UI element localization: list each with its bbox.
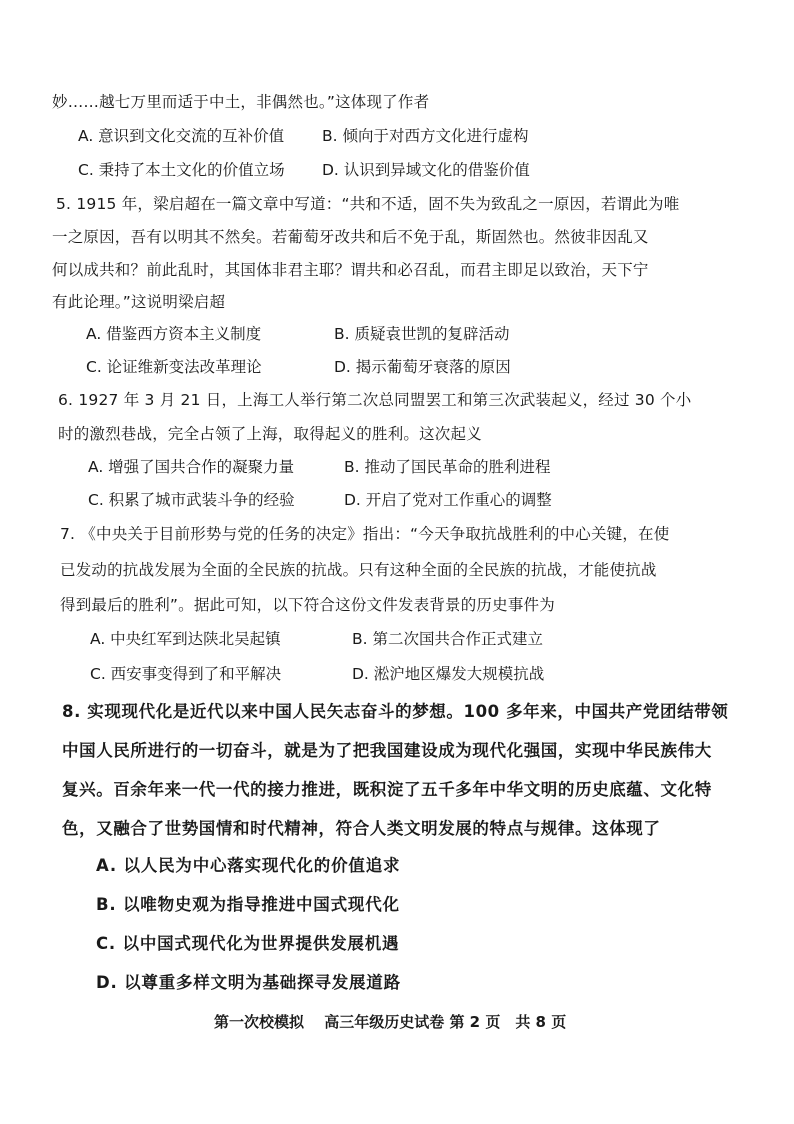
question-6-option-a: A. 增强了国共合作的凝聚力量 [88,458,295,476]
question-6-stem-line-2: 时的激烈巷战，完全占领了上海，取得起义的胜利。这次起义 [58,425,482,443]
question-5-option-a: A. 借鉴西方资本主义制度 [86,325,262,343]
question-6-option-c: C. 积累了城市武装斗争的经验 [88,491,295,509]
question-4-option-a: A. 意识到文化交流的互补价值 [78,127,285,145]
question-7-option-b: B. 第二次国共合作正式建立 [352,630,543,648]
question-6-option-b: B. 推动了国民革命的胜利进程 [344,458,551,476]
question-7-stem-line-2: 已发动的抗战发展为全面的全民族的抗战。只有这种全面的全民族的抗战，才能使抗战 [60,561,657,579]
question-7-stem-line-3: 得到最后的胜利”。据此可知，以下符合这份文件发表背景的历史事件为 [60,596,555,614]
question-6-option-d: D. 开启了党对工作重心的调整 [344,491,552,509]
page-footer: 第一次校模拟 高三年级历史试卷 第 2 页 共 8 页 [214,1013,567,1031]
question-7-option-d: D. 淞沪地区爆发大规模抗战 [352,665,545,683]
question-5-option-b: B. 质疑袁世凯的复辟活动 [334,325,510,343]
question-5-stem-line-1: 5. 1915 年，梁启超在一篇文章中写道：“共和不适，固不失为致乱之一原因，若谓此为唯 [56,195,680,213]
question-5-stem-line-3: 何以成共和？前此乱时，其国体非君主耶？谓共和必召乱，而君主即足以致治，天下宁 [52,261,649,279]
question-8-stem-line-2: 中国人民所进行的一切奋斗，就是为了把我国建设成为现代化强国，实现中华民族伟大 [62,741,712,760]
question-5-stem-line-4: 有此论理。”这说明梁启超 [52,293,226,311]
question-4-option-c: C. 秉持了本土文化的价值立场 [78,161,285,179]
question-4-option-d: D. 认识到异域文化的借鉴价值 [322,161,530,179]
question-8-stem-line-4: 色，又融合了世势国情和时代精神，符合人类文明发展的特点与规律。这体现了 [62,819,661,838]
question-5-option-c: C. 论证维新变法改革理论 [86,358,262,376]
question-8-option-d: D. 以尊重多样文明为基础探寻发展道路 [96,973,401,992]
question-8-stem-line-3: 复兴。百余年来一代一代的接力推进，既积淀了五千多年中华文明的历史底蕴、文化特 [62,780,712,799]
question-5-stem-line-2: 一之原因，吾有以明其不然矣。若葡萄牙改共和后不免于乱，斯固然也。然彼非因乱又 [52,228,649,246]
question-8-option-b: B. 以唯物史观为指导推进中国式现代化 [96,895,400,914]
question-6-stem-line-1: 6. 1927 年 3 月 21 日，上海工人举行第二次总同盟罢工和第三次武装起义，经过 30 个小 [58,391,692,409]
question-5-option-d: D. 揭示葡萄牙衰落的原因 [334,358,511,376]
question-4-stem-tail: 妙……越七万里而适于中土，非偶然也。”这体现了作者 [52,93,430,111]
question-8-stem-line-1: 8. 实现现代化是近代以来中国人民矢志奋斗的梦想。100 多年来，中国共产党团结带领 [62,702,729,721]
question-7-option-c: C. 西安事变得到了和平解决 [90,665,282,683]
question-7-option-a: A. 中央红军到达陕北吴起镇 [90,630,281,648]
question-7-stem-line-1: 7. 《中央关于目前形势与党的任务的决定》指出：“今天争取抗战胜利的中心关键，在使 [60,525,670,543]
question-8-option-a: A. 以人民为中心落实现代化的价值追求 [96,856,401,875]
question-8-option-c: C. 以中国式现代化为世界提供发展机遇 [96,934,400,953]
question-4-option-b: B. 倾向于对西方文化进行虚构 [322,127,529,145]
